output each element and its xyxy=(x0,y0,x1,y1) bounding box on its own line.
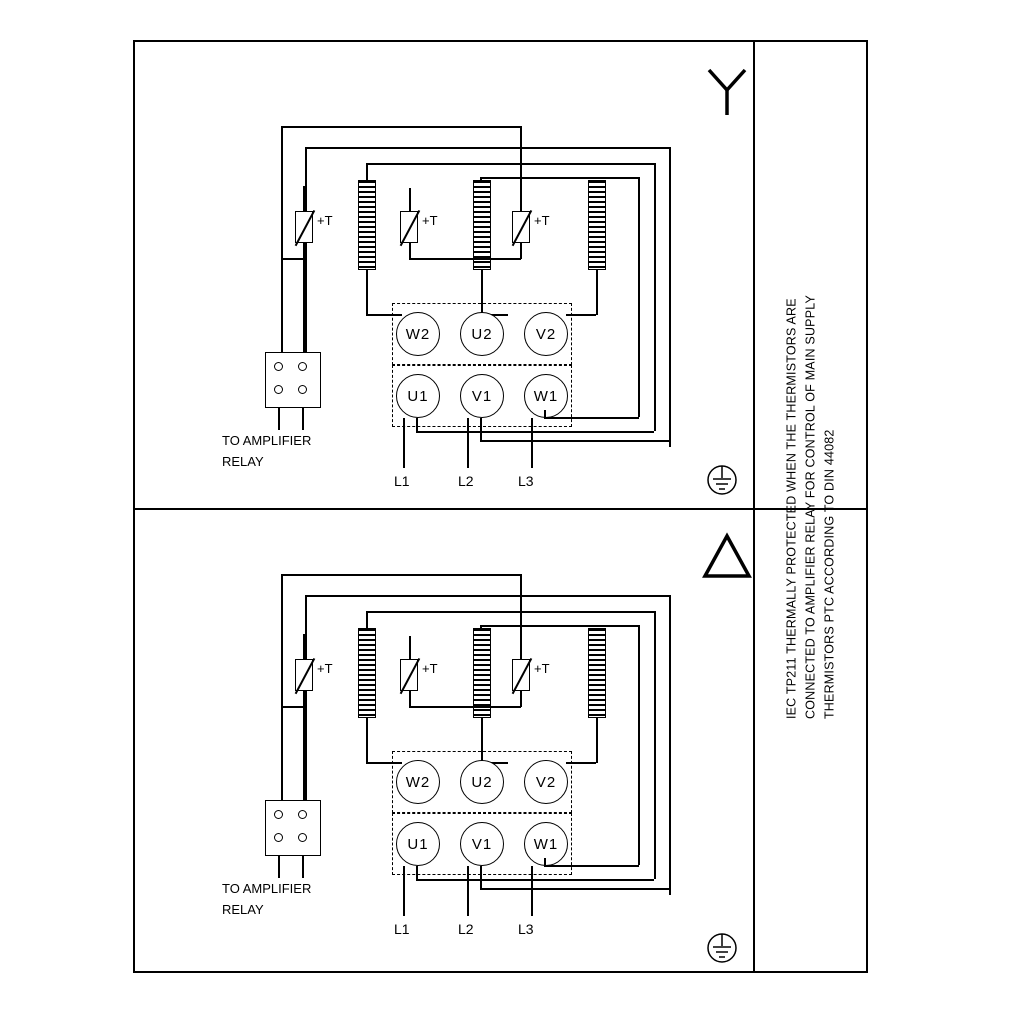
phase-label-2-l1: L1 xyxy=(394,921,410,937)
terminal-w1-2-label: W1 xyxy=(533,835,559,853)
terminal-w1-2 xyxy=(524,822,568,866)
amplifier-label-line1: TO AMPLIFIER xyxy=(222,433,312,448)
motor-coil-5 xyxy=(473,628,491,718)
delta-connection-symbol xyxy=(697,530,757,585)
terminal-u1-2 xyxy=(396,822,440,866)
earth-ground-symbol-2 xyxy=(700,928,744,968)
terminal-v1-2 xyxy=(460,822,504,866)
phase-label-l3: L3 xyxy=(518,473,534,489)
thermistor-2 xyxy=(400,211,418,243)
terminal-w2-2 xyxy=(396,760,440,804)
terminal-v1 xyxy=(460,374,504,418)
motor-coil-4 xyxy=(358,628,376,718)
thermistor-label-3: +T xyxy=(534,213,550,228)
thermistor-label-2: +T xyxy=(422,213,438,228)
thermistor-label-5: +T xyxy=(422,661,438,676)
terminal-u2-2 xyxy=(460,760,504,804)
side-note-area xyxy=(753,40,868,973)
amplifier-label-2-line1: TO AMPLIFIER xyxy=(222,881,312,896)
terminal-u2 xyxy=(460,312,504,356)
terminal-u1-label: U1 xyxy=(407,387,429,405)
motor-coil-2 xyxy=(473,180,491,270)
side-note-line-2: CONNECTED TO AMPLIFIER RELAY FOR CONTROL OF MAIN SUPPLY xyxy=(803,294,817,719)
thermistor-3 xyxy=(512,211,530,243)
terminal-v1-label: V1 xyxy=(471,387,493,405)
thermistor-4 xyxy=(295,659,313,691)
star-connection-symbol xyxy=(697,60,757,120)
phase-label-l1: L1 xyxy=(394,473,410,489)
amplifier-label-line2: RELAY xyxy=(222,454,264,469)
terminal-v2 xyxy=(524,312,568,356)
side-note-line-1: IEC TP211 THERMALLY PROTECTED WHEN THE THERMISTORS ARE xyxy=(784,297,798,719)
amplifier-connector-block-2 xyxy=(265,800,321,856)
motor-coil-1 xyxy=(358,180,376,270)
terminal-w1 xyxy=(524,374,568,418)
terminal-v2-2 xyxy=(524,760,568,804)
terminal-v1-2-label: V1 xyxy=(471,835,493,853)
thermistor-1 xyxy=(295,211,313,243)
thermistor-label-1: +T xyxy=(317,213,333,228)
thermistor-label-4: +T xyxy=(317,661,333,676)
terminal-w2-label: W2 xyxy=(405,325,431,343)
side-note-text xyxy=(782,294,839,718)
terminal-w2-2-label: W2 xyxy=(405,773,431,791)
phase-label-l2: L2 xyxy=(458,473,474,489)
terminal-v2-2-label: V2 xyxy=(535,773,557,791)
terminal-w2 xyxy=(396,312,440,356)
amplifier-connector-block xyxy=(265,352,321,408)
thermistor-label-6: +T xyxy=(534,661,550,676)
terminal-v2-label: V2 xyxy=(535,325,557,343)
phase-label-2-l3: L3 xyxy=(518,921,534,937)
motor-coil-6 xyxy=(588,628,606,718)
side-note-line-3: THERMISTORS PTC ACCORDING TO DIN 44082 xyxy=(822,428,836,719)
terminal-u2-label: U2 xyxy=(471,325,493,343)
terminal-u2-2-label: U2 xyxy=(471,773,493,791)
terminal-w1-label: W1 xyxy=(533,387,559,405)
thermistor-5 xyxy=(400,659,418,691)
earth-ground-symbol xyxy=(700,460,744,500)
terminal-u1-2-label: U1 xyxy=(407,835,429,853)
thermistor-6 xyxy=(512,659,530,691)
phase-label-2-l2: L2 xyxy=(458,921,474,937)
terminal-u1 xyxy=(396,374,440,418)
amplifier-label-2-line2: RELAY xyxy=(222,902,264,917)
motor-coil-3 xyxy=(588,180,606,270)
